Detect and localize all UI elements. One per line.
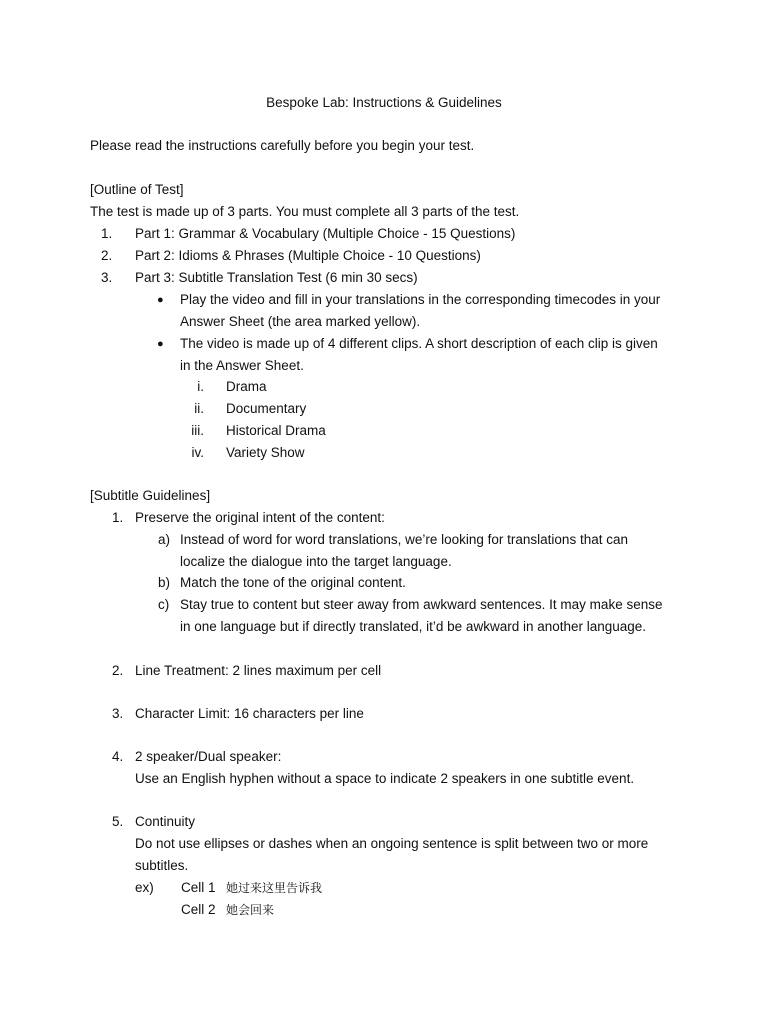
clip-number: ii. <box>194 401 204 416</box>
bullet-text: Answer Sheet (the area marked yellow). <box>180 314 421 329</box>
guideline-text: 2 speaker/Dual speaker: <box>135 749 282 764</box>
intro-text: Please read the instructions carefully before you begin your test. <box>90 138 475 153</box>
guideline-detail: Use an English hyphen without a space to indicate 2 speakers in one subtitle event. <box>135 771 635 786</box>
clip-number: iii. <box>191 423 204 438</box>
guideline-detail: Do not use ellipses or dashes when an ongoing sentence is split between two or more <box>135 836 649 851</box>
clip-item: Drama <box>226 379 267 394</box>
part-number: 1. <box>101 226 113 241</box>
guideline-number: 3. <box>112 706 124 721</box>
cell-text: 她会回来 <box>226 903 275 917</box>
cell-label: Cell 2 <box>181 902 216 917</box>
clip-item: Documentary <box>226 401 307 416</box>
outline-summary: The test is made up of 3 parts. You must complete all 3 parts of the test. <box>90 204 520 219</box>
clip-number: iv. <box>191 445 204 460</box>
sub-text: Match the tone of the original content. <box>180 575 406 590</box>
sub-text: Stay true to content but steer away from awkward sentences. It may make sense <box>180 597 663 612</box>
sub-letter: a) <box>158 532 171 547</box>
guideline-number: 1. <box>112 510 124 525</box>
guideline-number: 2. <box>112 663 124 678</box>
guideline-text: Character Limit: 16 characters per line <box>135 706 364 721</box>
bullet-text: in the Answer Sheet. <box>180 358 304 373</box>
sub-text: localize the dialogue into the target language. <box>180 554 452 569</box>
guideline-number: 4. <box>112 749 124 764</box>
part-item: Part 1: Grammar & Vocabulary (Multiple Choice - 15 Questions) <box>135 226 516 241</box>
bullet-icon: ● <box>157 338 164 350</box>
cell-label: Cell 1 <box>181 880 216 895</box>
sub-text: in one language but if directly translated, it’d be awkward in another language. <box>180 619 647 634</box>
part-item: Part 2: Idioms & Phrases (Multiple Choice - 10 Questions) <box>135 248 481 263</box>
bullet-text: Play the video and fill in your translations in the corresponding timecodes in your <box>180 292 661 307</box>
bullet-icon: ● <box>157 294 164 306</box>
guideline-text: Preserve the original intent of the content: <box>135 510 385 525</box>
part-item: Part 3: Subtitle Translation Test (6 min 30 secs) <box>135 270 418 285</box>
bullet-text: The video is made up of 4 different clips. A short description of each clip is given <box>180 336 658 351</box>
example-label: ex) <box>135 880 154 895</box>
part-number: 3. <box>101 270 113 285</box>
page-title: Bespoke Lab: Instructions & Guidelines <box>266 95 502 110</box>
cell-text: 她过来这里告诉我 <box>226 881 323 895</box>
clip-number: i. <box>197 379 204 394</box>
guideline-text: Line Treatment: 2 lines maximum per cell <box>135 663 382 678</box>
guideline-detail: subtitles. <box>135 858 189 873</box>
guidelines-heading: [Subtitle Guidelines] <box>90 488 211 503</box>
clip-item: Variety Show <box>226 445 305 460</box>
sub-letter: b) <box>158 575 171 590</box>
outline-heading: [Outline of Test] <box>90 182 184 197</box>
clip-item: Historical Drama <box>226 423 326 438</box>
sub-text: Instead of word for word translations, we’re looking for translations that can <box>180 532 628 547</box>
sub-letter: c) <box>158 597 170 612</box>
guideline-text: Continuity <box>135 814 196 829</box>
guideline-number: 5. <box>112 814 124 829</box>
part-number: 2. <box>101 248 113 263</box>
